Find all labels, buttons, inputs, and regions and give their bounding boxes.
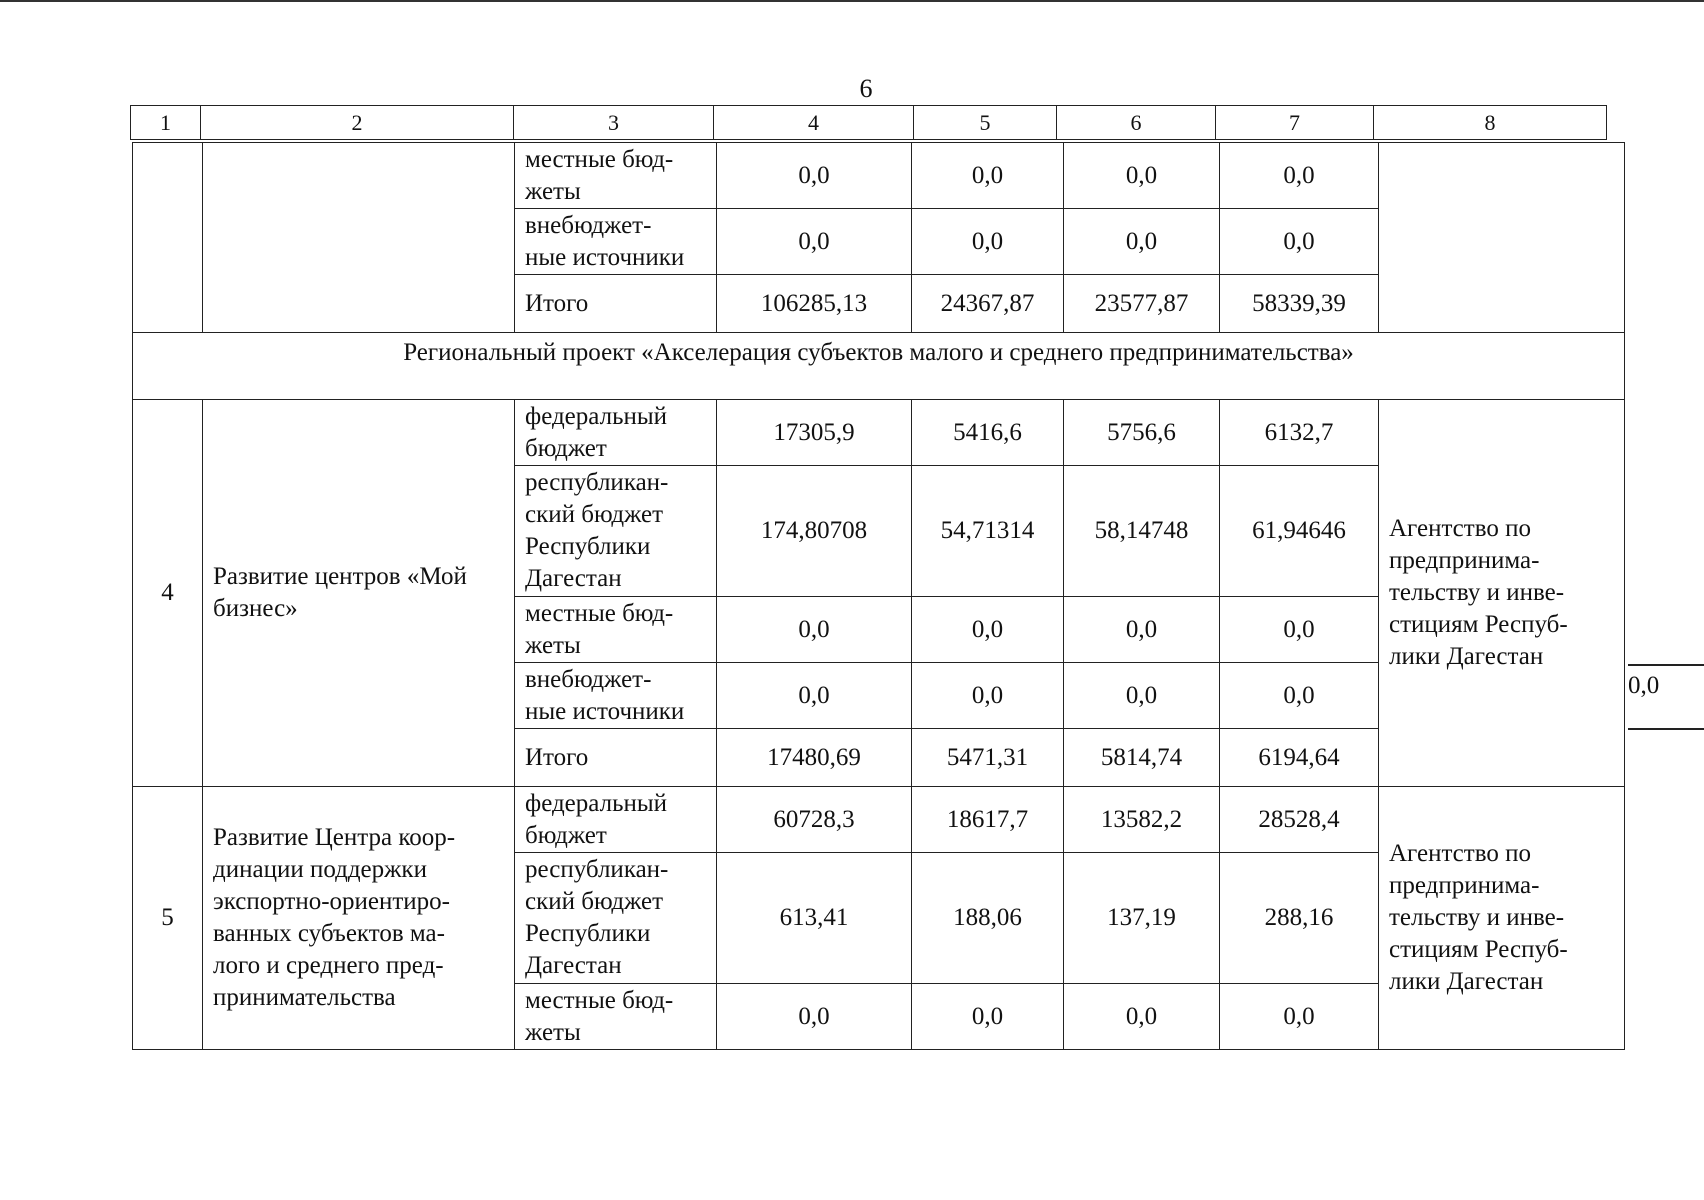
edge-cell-bottom-border xyxy=(1628,728,1704,730)
funding-source-text: местные бюд- жеты xyxy=(525,599,674,659)
value-cell: 0,0 xyxy=(717,209,912,275)
value-cell: 5416,6 xyxy=(912,400,1064,466)
column-number: 3 xyxy=(514,106,714,140)
funding-source xyxy=(515,787,717,853)
value-cell: 0,0 xyxy=(912,209,1064,275)
value-cell: 6132,7 xyxy=(1220,400,1379,466)
value-cell: 0,0 xyxy=(717,597,912,663)
funding-source xyxy=(515,853,717,984)
executor-cell xyxy=(1379,143,1625,333)
funding-source-text: внебюджет- ные источники xyxy=(525,211,685,271)
funding-source-text: местные бюд- жеты xyxy=(525,986,674,1046)
value-cell: 0,0 xyxy=(1064,597,1220,663)
value-cell: 54,71314 xyxy=(912,466,1064,597)
column-number: 6 xyxy=(1057,106,1216,140)
column-number: 7 xyxy=(1216,106,1374,140)
value-cell: 137,19 xyxy=(1064,853,1220,984)
table-row xyxy=(133,143,1625,209)
item-name xyxy=(203,787,515,1050)
value-cell: 17305,9 xyxy=(717,400,912,466)
value-cell: 17480,69 xyxy=(717,729,912,787)
value-cell: 61,94646 xyxy=(1220,466,1379,597)
value-cell: 0,0 xyxy=(1064,209,1220,275)
funding-source xyxy=(515,143,717,209)
funding-source-text: внебюджет- ные источники xyxy=(525,665,685,725)
item-name xyxy=(203,400,515,787)
value-cell: 0,0 xyxy=(1064,143,1220,209)
value-cell: 0,0 xyxy=(717,143,912,209)
funding-source-text: федеральный бюджет xyxy=(525,402,668,462)
value-cell: 0,0 xyxy=(1064,663,1220,729)
value-cell: 174,80708 xyxy=(717,466,912,597)
value-cell: 0,0 xyxy=(1220,984,1379,1050)
item-name-text: Развитие центров «Мой бизнес» xyxy=(213,563,467,622)
value-cell: 0,0 xyxy=(912,143,1064,209)
funding-source xyxy=(515,597,717,663)
funding-source xyxy=(515,400,717,466)
item-number: 4 xyxy=(133,400,203,787)
value-cell: 18617,7 xyxy=(912,787,1064,853)
table-row xyxy=(133,400,1625,466)
funding-source xyxy=(515,663,717,729)
project-title: Региональный проект «Акселерация субъектов малого и среднего предпринимательства» xyxy=(133,333,1625,400)
executor-text: Агентство по предпринима- тельству и инве- стициям Респуб- лики Дагестан xyxy=(1389,515,1568,670)
executor xyxy=(1379,787,1625,1050)
value-cell: 106285,13 xyxy=(717,275,912,333)
value-cell: 60728,3 xyxy=(717,787,912,853)
item-number: 5 xyxy=(133,787,203,1050)
funding-source xyxy=(515,984,717,1050)
table-row xyxy=(133,787,1625,853)
value-cell: 0,0 xyxy=(1220,209,1379,275)
funding-source-text: республикан- ский бюджет Республики Дагестан xyxy=(525,469,669,592)
funding-source-text: местные бюд- жеты xyxy=(525,145,674,205)
column-number: 1 xyxy=(131,106,201,140)
value-cell: 0,0 xyxy=(717,984,912,1050)
column-number: 4 xyxy=(714,106,914,140)
value-cell: 0,0 xyxy=(1220,143,1379,209)
item-name-cell xyxy=(203,143,515,333)
funding-source-text: федеральный бюджет xyxy=(525,789,668,849)
executor xyxy=(1379,400,1625,787)
column-number: 8 xyxy=(1374,106,1607,140)
value-cell: 288,16 xyxy=(1220,853,1379,984)
funding-source xyxy=(515,209,717,275)
funding-table xyxy=(132,142,1625,1050)
value-cell: 24367,87 xyxy=(912,275,1064,333)
value-cell: 0,0 xyxy=(912,597,1064,663)
value-cell: 5471,31 xyxy=(912,729,1064,787)
item-name-text: Развитие Центра коор- динации поддержки экспортно-ориентиро- ванных субъектов ма- лого и среднего пред- принимательства xyxy=(213,824,456,1011)
value-cell: 0,0 xyxy=(912,984,1064,1050)
funding-source: Итого xyxy=(515,275,717,333)
value-cell: 58339,39 xyxy=(1220,275,1379,333)
column-number-header xyxy=(130,105,1607,140)
value-cell: 28528,4 xyxy=(1220,787,1379,853)
value-cell: 6194,64 xyxy=(1220,729,1379,787)
item-number-cell xyxy=(133,143,203,333)
value-cell: 0,0 xyxy=(1220,663,1379,729)
value-cell: 0,0 xyxy=(717,663,912,729)
edge-cell-top-border xyxy=(1628,664,1704,666)
column-number-row xyxy=(131,106,1607,140)
value-cell: 0,0 xyxy=(1220,597,1379,663)
value-cell: 0,0 xyxy=(1064,984,1220,1050)
edge-value: 0,0 xyxy=(1628,672,1660,699)
value-cell: 23577,87 xyxy=(1064,275,1220,333)
executor-text: Агентство по предпринима- тельству и инве- стициям Респуб- лики Дагестан xyxy=(1389,840,1568,995)
column-number: 2 xyxy=(201,106,514,140)
value-cell: 13582,2 xyxy=(1064,787,1220,853)
funding-source xyxy=(515,466,717,597)
project-title-row xyxy=(133,333,1625,400)
page-number: 6 xyxy=(859,74,873,103)
column-number: 5 xyxy=(914,106,1057,140)
funding-source: Итого xyxy=(515,729,717,787)
value-cell: 188,06 xyxy=(912,853,1064,984)
value-cell: 613,41 xyxy=(717,853,912,984)
value-cell: 58,14748 xyxy=(1064,466,1220,597)
funding-source-text: республикан- ский бюджет Республики Дагестан xyxy=(525,856,669,979)
value-cell: 5814,74 xyxy=(1064,729,1220,787)
value-cell: 5756,6 xyxy=(1064,400,1220,466)
value-cell: 0,0 xyxy=(912,663,1064,729)
scan-top-edge xyxy=(0,0,1704,2)
